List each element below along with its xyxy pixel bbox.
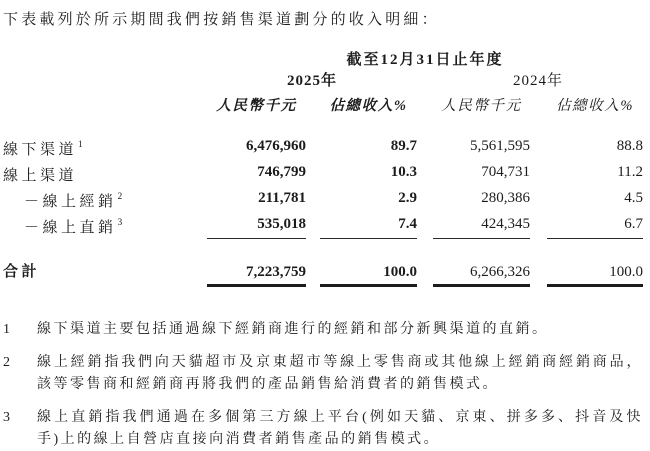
- amount-2024: 280,386: [481, 190, 530, 206]
- footnote-1: [3, 319, 643, 341]
- total-pct-2024: 100.0: [547, 263, 643, 287]
- total-label: 合計: [3, 264, 41, 280]
- col-header-pct-2025: 佔總收入%: [329, 98, 408, 114]
- year-header-row: [3, 73, 643, 90]
- row-label: [3, 187, 207, 213]
- footnote-ref: 3: [117, 218, 123, 228]
- table-row-total: [3, 263, 643, 287]
- row-label-text: －線上經銷: [24, 194, 117, 210]
- row-label: [3, 135, 207, 161]
- pct-2024: 88.8: [616, 138, 643, 154]
- row-label: [3, 161, 207, 187]
- row-label-text: －線上直銷: [24, 220, 117, 236]
- footnote-2: [3, 352, 643, 396]
- footnote-number: 2: [3, 355, 10, 370]
- header-body-gap: [3, 115, 643, 135]
- amount-2025: 211,781: [258, 190, 306, 206]
- table-row-online-channel: [3, 161, 643, 187]
- footnote-3: [3, 407, 643, 451]
- amount-2024: 704,731: [481, 164, 530, 180]
- amount-2024: 424,345: [433, 213, 530, 239]
- period-header-row: [3, 52, 643, 69]
- col-header-amount-2024: 人民幣千元: [441, 98, 522, 114]
- col-header-pct-2024: 佔總收入%: [555, 98, 635, 114]
- intro-text: 下表載列於所示期間我們按銷售渠道劃分的收入明細：: [3, 12, 440, 28]
- footnote-text: 線上直銷指我們通過在多個第三方線上平台(例如天貓、京東、拼多多、抖音及快手)上的線上自營店直接向消費者銷售產品的銷售模式。: [37, 410, 643, 447]
- pct-2024: 6.7: [547, 213, 643, 239]
- footnote-number: 1: [3, 322, 10, 337]
- footnote-text: 線上經銷指我們向天貓超市及京東超市等線上零售商或其他線上經銷商經銷商品，該等零售商和經銷商再將我們的產品銷售給消費者的銷售模式。: [37, 355, 643, 392]
- pct-2024: 11.2: [617, 164, 643, 180]
- year-2025-header: 2025年: [286, 73, 337, 89]
- footnote-ref: 1: [78, 140, 83, 150]
- footnote-text: 線下渠道主要包括通過線下經銷商進行的經銷和部分新興渠道的直銷。: [37, 322, 549, 337]
- pct-2024: 4.5: [624, 190, 643, 206]
- total-amount-2025: 7,223,759: [207, 263, 306, 287]
- footnote-ref: 2: [117, 192, 123, 202]
- year-2024-header: 2024年: [512, 73, 563, 89]
- table-row-online-direct-sales: [3, 213, 643, 239]
- table-row-offline-channel: [3, 135, 643, 161]
- pct-2025: 89.7: [390, 138, 417, 154]
- total-pct-2025: 100.0: [320, 263, 417, 287]
- amount-2024: 5,561,595: [470, 138, 530, 154]
- period-header: 截至12月31日止年度: [346, 52, 504, 68]
- table-row-online-distribution: [3, 187, 643, 213]
- pct-2025: 2.9: [398, 190, 417, 206]
- footnote-number: 3: [3, 410, 10, 425]
- total-amount-2024: 6,266,326: [433, 263, 530, 287]
- revenue-by-channel-table: [3, 52, 643, 287]
- row-label: [3, 213, 207, 239]
- col-header-amount-2025: 人民幣千元: [216, 98, 297, 114]
- row-label-text: 線下渠道: [3, 142, 78, 158]
- footnotes-section: [3, 319, 643, 451]
- amount-2025: 6,476,960: [246, 138, 306, 154]
- column-header-row: [3, 97, 643, 115]
- pct-2025: 10.3: [390, 164, 417, 180]
- amount-2025: 746,799: [257, 164, 306, 180]
- pct-2025: 7.4: [320, 213, 417, 239]
- amount-2025: 535,018: [207, 213, 306, 239]
- row-label-text: 線上渠道: [3, 168, 78, 184]
